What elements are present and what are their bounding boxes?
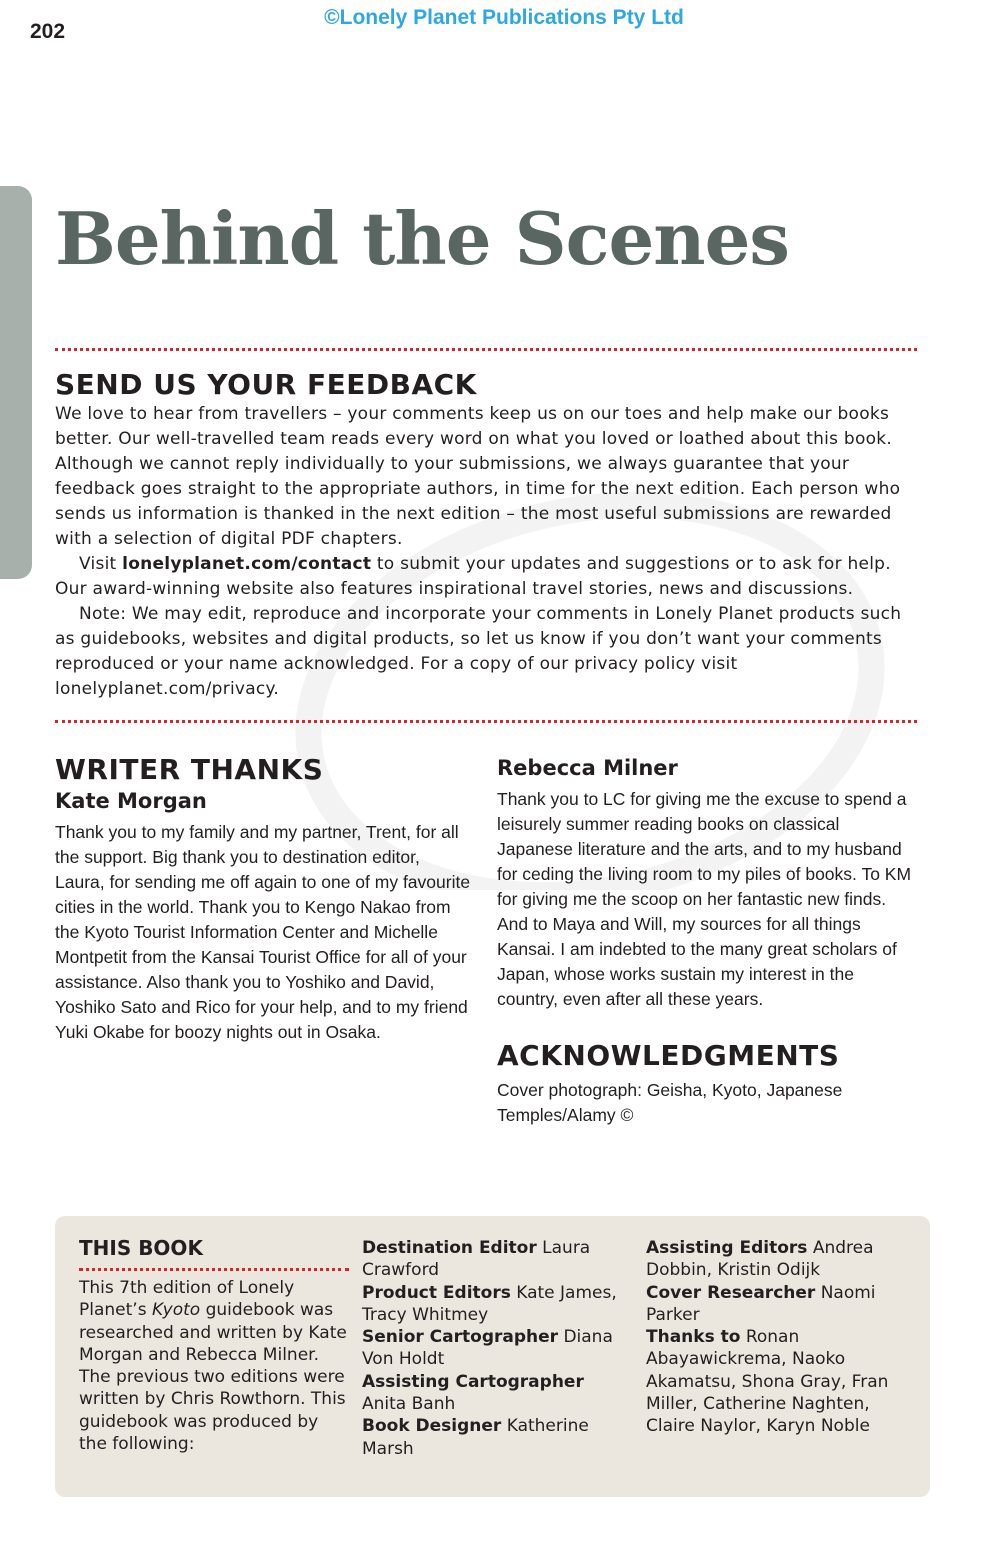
- page-title: Behind the Scenes: [55, 196, 789, 281]
- credits-column: [362, 1237, 624, 1460]
- credit-entry: Cover Researcher Naomi Parker: [646, 1282, 876, 1325]
- writer-name: Rebecca Milner: [497, 756, 678, 780]
- contact-link[interactable]: lonelyplanet.com/contact: [122, 554, 372, 574]
- page-number: 202: [30, 20, 66, 43]
- copyright-notice: ©Lonely Planet Publications Pty Ltd: [324, 6, 684, 29]
- feedback-paragraph: We love to hear from travellers – your comments keep us on our toes and help make our books better. Our well-travelled team reads every word on what you loved or loathed about this book. Although we cannot reply individually to your submissions, we always guarantee that your feedback goes straight to the appropriate authors, in time for the next edition. Each person who sends us information is thanked in the next edition – the most useful submissions are rewarded with a selection of digital PDF chapters.: [55, 404, 901, 549]
- side-tab: [0, 186, 32, 579]
- credits-column: [646, 1237, 908, 1438]
- credit-entry: Assisting Editors Andrea Dobbin, Kristin Odijk: [646, 1238, 874, 1281]
- writer-thanks-text: Thank you to LC for giving me the excuse to spend a leisurely summer reading books on classical Japanese literature and the arts, and to my husband for ceding the living room to my piles of books. To KM for giving me the scoop on her fantastic new finds. And to Maya and Will, my sources for all things Kansai. I am indebted to the many great scholars of Japan, whose works sustain my interest in the country, even after all these years.: [497, 789, 912, 1009]
- writer-thanks-text: Thank you to my family and my partner, Trent, for all the support. Big thank you to destination editor, Laura, for sending me off again to one of my favourite cities in the world. Thank you to Kengo Nakao from the Kyoto Tourist Information Center and Michelle Montpetit from the Kansai Tourist Office for all of your assistance. Also thank you to Yoshiko and David, Yoshiko Sato and Rico for your help, and to my friend Yuki Okabe for boozy nights out in Osaka.: [55, 822, 471, 1042]
- credit-entry: Thanks to Ronan Abayawickrema, Naoko Akamatsu, Shona Gray, Fran Miller, Catherine Naghten, Claire Naylor, Karyn Noble: [646, 1327, 889, 1437]
- feedback-heading: SEND US YOUR FEEDBACK: [55, 368, 477, 401]
- credit-entry: Senior Cartographer Diana Von Holdt: [362, 1327, 613, 1370]
- feedback-paragraph: Visit lonelyplanet.com/contact to submit your updates and suggestions or to ask for help. Our award-winning website also features inspirational travel stories, news and discussions.: [55, 554, 891, 599]
- writer-name: Kate Morgan: [55, 789, 207, 813]
- this-book-intro: This 7th edition of Lonely Planet’s Kyoto guidebook was researched and written by Kate Morgan and Rebecca Milner. The previous two editions were written by Chris Rowthorn. This guidebook was produced by the following:: [79, 1278, 347, 1455]
- credit-entry: Assisting Cartographer Anita Banh: [362, 1371, 584, 1415]
- feedback-paragraph: Note: We may edit, reproduce and incorporate your comments in Lonely Planet products such as guidebooks, websites and digital products, so let us know if you don’t want your comments reproduced or your name acknowledged. For a copy of our privacy policy visit lonelyplanet.com/privacy.: [55, 604, 902, 699]
- credit-entry: Product Editors Kate James, Tracy Whitmey: [362, 1282, 617, 1325]
- feedback-body: [55, 402, 925, 702]
- dotted-divider: [55, 720, 917, 723]
- acknowledgments-heading: ACKNOWLEDGMENTS: [497, 1039, 840, 1072]
- credit-entry: Destination Editor Laura Crawford: [362, 1238, 591, 1281]
- acknowledgments-text: Cover photograph: Geisha, Kyoto, Japanese Temples/Alamy ©: [497, 1080, 843, 1125]
- writer-thanks-heading: WRITER THANKS: [55, 753, 324, 786]
- dotted-divider: [55, 348, 917, 351]
- dotted-divider: [79, 1268, 349, 1271]
- credit-entry: Book Designer Katherine Marsh: [362, 1416, 589, 1459]
- this-book-heading: THIS BOOK: [79, 1236, 203, 1260]
